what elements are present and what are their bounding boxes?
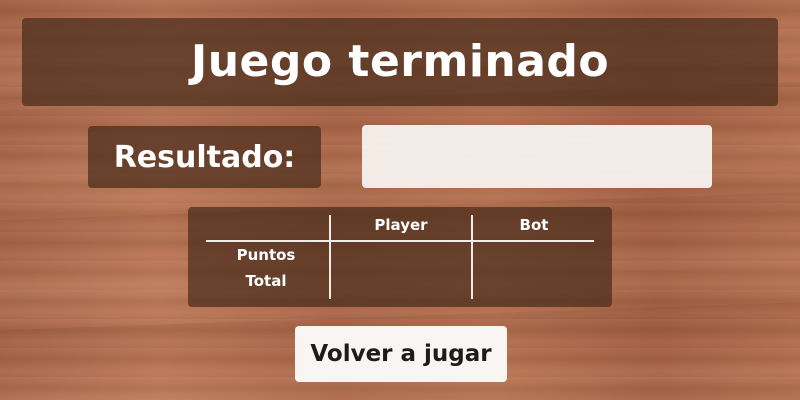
replay-button[interactable]: Volver a jugar xyxy=(295,326,507,382)
result-display xyxy=(362,125,712,188)
scoreboard-row-label-puntos: Puntos xyxy=(236,246,296,264)
scoreboard-header-bot: Bot xyxy=(519,216,549,234)
scoreboard-row-label-total: Total xyxy=(245,272,287,290)
title-panel xyxy=(22,18,778,106)
scoreboard-table xyxy=(188,207,612,307)
page-title: Juego terminado xyxy=(190,36,610,87)
scoreboard-header-player: Player xyxy=(374,216,428,234)
result-label: Resultado: xyxy=(113,140,296,175)
result-label-panel xyxy=(88,126,321,188)
scoreboard-header-divider xyxy=(206,240,594,242)
